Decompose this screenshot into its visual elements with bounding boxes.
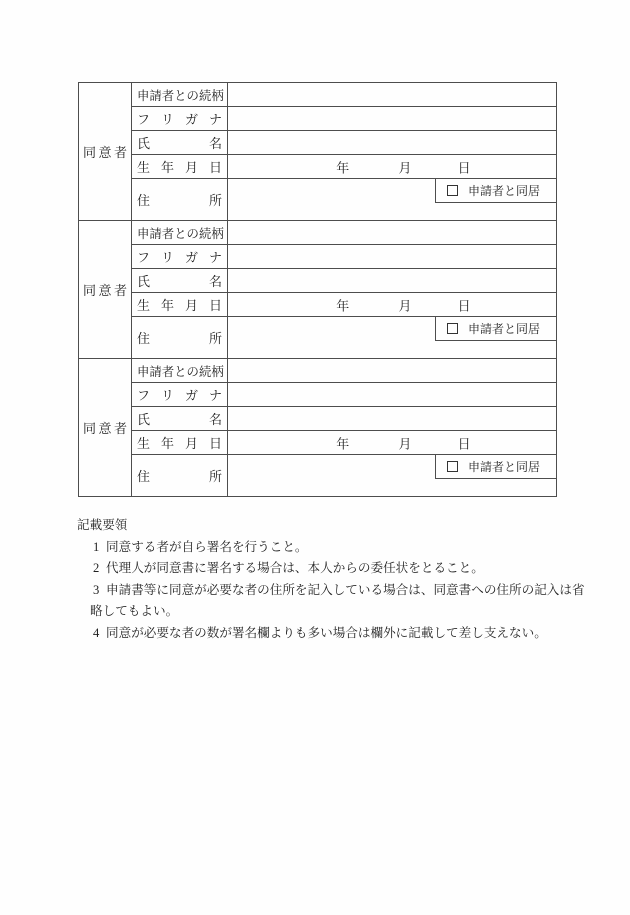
- furigana-char: ガ: [184, 112, 198, 127]
- address-row: [132, 316, 556, 358]
- furigana-label: [132, 107, 228, 130]
- day-unit-label: 日: [457, 298, 471, 313]
- day-unit-label: 日: [457, 160, 471, 175]
- note-text-continuation: 略してもよい。: [90, 604, 179, 618]
- birth-char: 年: [160, 298, 174, 313]
- address-char: 住: [137, 469, 151, 484]
- note-number: 1: [93, 539, 100, 554]
- consent-form-table: [78, 82, 557, 497]
- checkbox-icon[interactable]: [447, 323, 458, 334]
- cohabit-checkbox-label: 申請者と同居: [468, 184, 541, 198]
- relationship-value-cell[interactable]: [228, 359, 556, 382]
- name-label: [132, 407, 228, 430]
- birthdate-value-cell[interactable]: [228, 293, 556, 316]
- birth-char: 年: [160, 160, 174, 175]
- note-item: [77, 537, 567, 559]
- consenter-rows: [132, 221, 556, 358]
- address-row: [132, 454, 556, 496]
- relationship-row: [132, 359, 556, 382]
- address-label: [132, 455, 228, 496]
- name-char: 名: [208, 136, 222, 151]
- birthdate-row: [132, 292, 556, 316]
- furigana-char: フ: [137, 388, 151, 403]
- furigana-char: リ: [160, 388, 174, 403]
- birthdate-row: [132, 430, 556, 454]
- notes-heading: 記載要領: [77, 518, 128, 532]
- address-label: [132, 179, 228, 220]
- furigana-row: [132, 382, 556, 406]
- name-value-cell[interactable]: [228, 131, 556, 154]
- note-item: [77, 623, 567, 645]
- furigana-char: ガ: [184, 250, 198, 265]
- consenter-block: [79, 358, 556, 496]
- relationship-label: 申請者との続柄: [132, 221, 228, 244]
- birthdate-label: [132, 155, 228, 178]
- name-char: 氏: [137, 274, 151, 289]
- furigana-label: [132, 383, 228, 406]
- consenter-rows: [132, 359, 556, 496]
- relationship-value-cell[interactable]: [228, 221, 556, 244]
- checkbox-icon[interactable]: [447, 185, 458, 196]
- name-char: 名: [208, 412, 222, 427]
- consenter-block: [79, 220, 556, 358]
- cohabit-checkbox[interactable]: [435, 455, 556, 479]
- address-value-cell[interactable]: [228, 179, 556, 220]
- cohabit-checkbox[interactable]: [435, 179, 556, 203]
- relationship-row: [132, 83, 556, 106]
- note-item: [77, 580, 585, 602]
- birthdate-value-cell[interactable]: [228, 155, 556, 178]
- name-row: [132, 268, 556, 292]
- relationship-value-cell[interactable]: [228, 83, 556, 106]
- name-row: [132, 406, 556, 430]
- consenter-group-label: 同意者: [79, 83, 132, 220]
- address-char: 所: [208, 193, 222, 208]
- name-char: 氏: [137, 412, 151, 427]
- birth-char: 日: [208, 298, 222, 313]
- address-value-cell[interactable]: [228, 317, 556, 358]
- birthdate-label: [132, 293, 228, 316]
- furigana-value-cell[interactable]: [228, 107, 556, 130]
- month-unit-label: 月: [398, 298, 412, 313]
- consenter-rows: [132, 83, 556, 220]
- consenter-block: [79, 83, 556, 220]
- furigana-row: [132, 106, 556, 130]
- year-unit-label: 年: [336, 436, 350, 451]
- address-char: 住: [137, 331, 151, 346]
- birth-char: 月: [184, 436, 198, 451]
- address-value-cell[interactable]: [228, 455, 556, 496]
- name-value-cell[interactable]: [228, 269, 556, 292]
- note-text: 同意が必要な者の数が署名欄よりも多い場合は欄外に記載して差し支えない。: [106, 625, 547, 640]
- address-row: [132, 178, 556, 220]
- name-value-cell[interactable]: [228, 407, 556, 430]
- furigana-char: ナ: [208, 250, 222, 265]
- birth-char: 生: [137, 160, 151, 175]
- day-unit-label: 日: [457, 436, 471, 451]
- birth-char: 月: [184, 298, 198, 313]
- cohabit-checkbox[interactable]: [435, 317, 556, 341]
- note-text: 同意する者が自ら署名を行うこと。: [106, 539, 308, 554]
- note-number: 4: [93, 625, 100, 640]
- name-row: [132, 130, 556, 154]
- note-text: 申請書等に同意が必要な者の住所を記入している場合は、同意書への住所の記入は省: [106, 582, 585, 597]
- consenter-group-label: 同意者: [79, 359, 132, 496]
- address-label: [132, 317, 228, 358]
- furigana-char: ガ: [184, 388, 198, 403]
- checkbox-icon[interactable]: [447, 461, 458, 472]
- birthdate-value-cell[interactable]: [228, 431, 556, 454]
- name-label: [132, 131, 228, 154]
- furigana-row: [132, 244, 556, 268]
- birth-char: 年: [160, 436, 174, 451]
- name-label: [132, 269, 228, 292]
- name-char: 氏: [137, 136, 151, 151]
- furigana-char: フ: [137, 250, 151, 265]
- year-unit-label: 年: [336, 160, 350, 175]
- birth-char: 生: [137, 436, 151, 451]
- address-char: 所: [208, 331, 222, 346]
- note-number: 2: [93, 561, 100, 575]
- note-number: 3: [93, 582, 100, 597]
- name-char: 名: [208, 274, 222, 289]
- cohabit-checkbox-label: 申請者と同居: [468, 460, 541, 474]
- cohabit-checkbox-label: 申請者と同居: [468, 322, 541, 336]
- consenter-group-label: 同意者: [79, 221, 132, 358]
- furigana-char: ナ: [208, 112, 222, 127]
- furigana-char: ナ: [208, 388, 222, 403]
- relationship-label: 申請者との続柄: [132, 83, 228, 106]
- birth-char: 日: [208, 160, 222, 175]
- furigana-char: リ: [160, 250, 174, 265]
- relationship-label: 申請者との続柄: [132, 359, 228, 382]
- furigana-value-cell[interactable]: [228, 383, 556, 406]
- month-unit-label: 月: [398, 160, 412, 175]
- birthdate-label: [132, 431, 228, 454]
- note-item: [77, 558, 567, 580]
- furigana-value-cell[interactable]: [228, 245, 556, 268]
- birth-char: 月: [184, 160, 198, 175]
- notes-section: [77, 515, 585, 644]
- relationship-row: [132, 221, 556, 244]
- address-char: 所: [208, 469, 222, 484]
- birth-char: 生: [137, 298, 151, 313]
- furigana-char: フ: [137, 112, 151, 127]
- address-char: 住: [137, 193, 151, 208]
- year-unit-label: 年: [336, 298, 350, 313]
- note-text: 代理人が同意書に署名する場合は、本人からの委任状をとること。: [106, 561, 484, 575]
- furigana-char: リ: [160, 112, 174, 127]
- furigana-label: [132, 245, 228, 268]
- birth-char: 日: [208, 436, 222, 451]
- month-unit-label: 月: [398, 436, 412, 451]
- birthdate-row: [132, 154, 556, 178]
